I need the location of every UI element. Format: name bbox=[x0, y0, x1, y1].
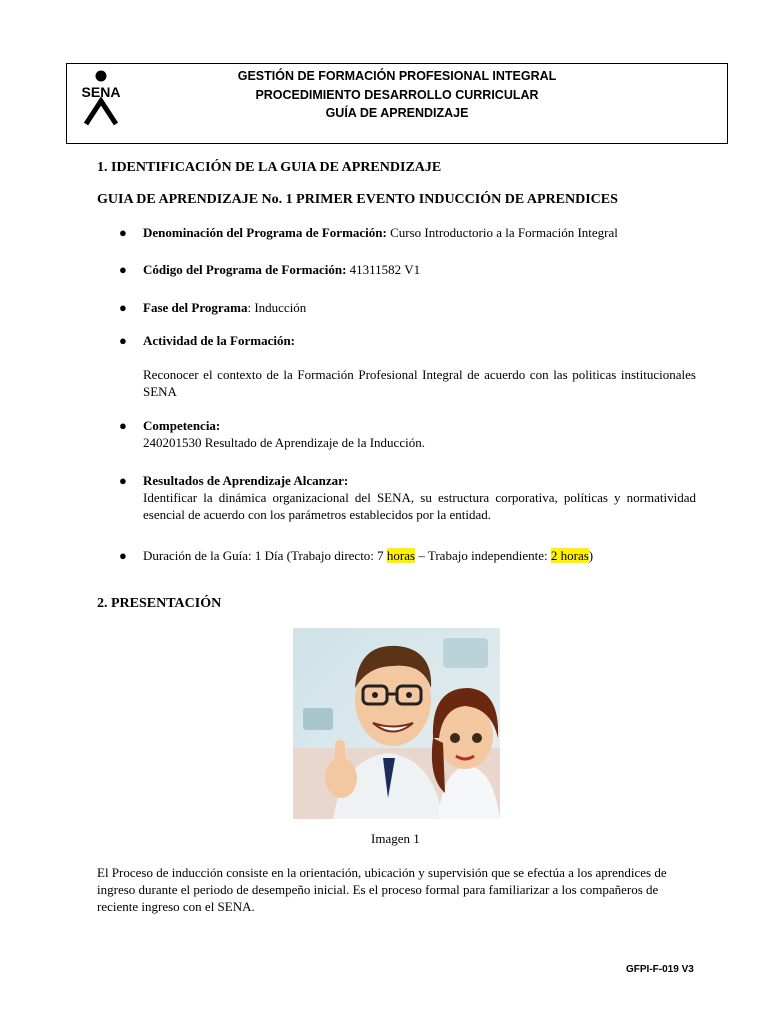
bullet: ● bbox=[119, 300, 127, 315]
bullet: ● bbox=[119, 548, 127, 563]
header-line-2: PROCEDIMIENTO DESARROLLO CURRICULAR bbox=[255, 87, 539, 102]
image-caption: Imagen 1 bbox=[371, 831, 420, 846]
presentation-paragraph: El Proceso de inducción consiste en la orientación, ubicación y supervisión que se efectúa a los aprendices de ingreso durante el periodo de desempeño inicial. Es el proceso formal para familiarizar a los compañeros de reciente ingreso con el SENA. bbox=[97, 865, 667, 914]
bullet: ● bbox=[119, 418, 127, 433]
bullet: ● bbox=[119, 225, 127, 240]
document-header bbox=[66, 63, 728, 144]
item-competencia bbox=[143, 417, 425, 451]
item-resultados bbox=[143, 472, 696, 523]
duracion-text-3: ) bbox=[588, 548, 594, 563]
item-value: Curso Introductorio a la Formación Integral bbox=[390, 225, 618, 240]
header-line-1: GESTIÓN DE FORMACIÓN PROFESIONAL INTEGRAL bbox=[237, 69, 557, 83]
duracion-highlight-1: horas bbox=[386, 548, 416, 563]
guide-subtitle: GUIA DE APRENDIZAJE No. 1 PRIMER EVENTO INDUCCIÓN DE APRENDICES bbox=[97, 192, 618, 207]
document-code: GFPI-F-019 V3 bbox=[626, 964, 694, 975]
header-line-3: GUÍA DE APRENDIZAJE bbox=[325, 106, 469, 120]
bullet: ● bbox=[119, 473, 127, 488]
header-title-block bbox=[67, 67, 727, 123]
item-actividad-value: Reconocer el contexto de la Formación Profesional Integral de acuerdo con las politicas institucionales SENA bbox=[143, 367, 696, 399]
item-label: Código del Programa de Formación: bbox=[143, 262, 347, 277]
section-1-title: 1. IDENTIFICACIÓN DE LA GUIA DE APRENDIZAJE bbox=[97, 160, 442, 175]
section-2-title: 2. PRESENTACIÓN bbox=[97, 596, 222, 611]
item-value: : Inducción bbox=[247, 300, 307, 315]
bullet: ● bbox=[119, 262, 127, 277]
presentation-image bbox=[293, 628, 500, 819]
item-value: 41311582 V1 bbox=[349, 262, 421, 277]
duracion-highlight-2: 2 horas bbox=[550, 548, 589, 563]
item-fase bbox=[143, 299, 306, 316]
item-value: 240201530 Resultado de Aprendizaje de la Inducción. bbox=[143, 435, 425, 450]
duracion-text-2: – Trabajo independiente: bbox=[415, 548, 551, 563]
item-denominacion bbox=[143, 224, 618, 241]
item-label: Actividad de la Formación: bbox=[143, 333, 296, 348]
item-codigo bbox=[143, 261, 420, 278]
bullet: ● bbox=[119, 333, 127, 348]
item-duracion bbox=[143, 547, 593, 564]
item-value: Identificar la dinámica organizacional del SENA, su estructura corporativa, políticas y normatividad esencial de acuerdo con los parámetros establecidos por la entidad. bbox=[143, 490, 696, 522]
item-label: Fase del Programa bbox=[143, 300, 248, 315]
item-label: Competencia: bbox=[143, 418, 221, 433]
item-actividad-label bbox=[143, 332, 295, 349]
item-label: Denominación del Programa de Formación: bbox=[143, 225, 387, 240]
duracion-text: Duración de la Guía: 1 Día (Trabajo directo: 7 bbox=[143, 548, 387, 563]
item-label: Resultados de Aprendizaje Alcanzar: bbox=[143, 473, 349, 488]
svg-text:SENA: SENA bbox=[81, 84, 121, 100]
